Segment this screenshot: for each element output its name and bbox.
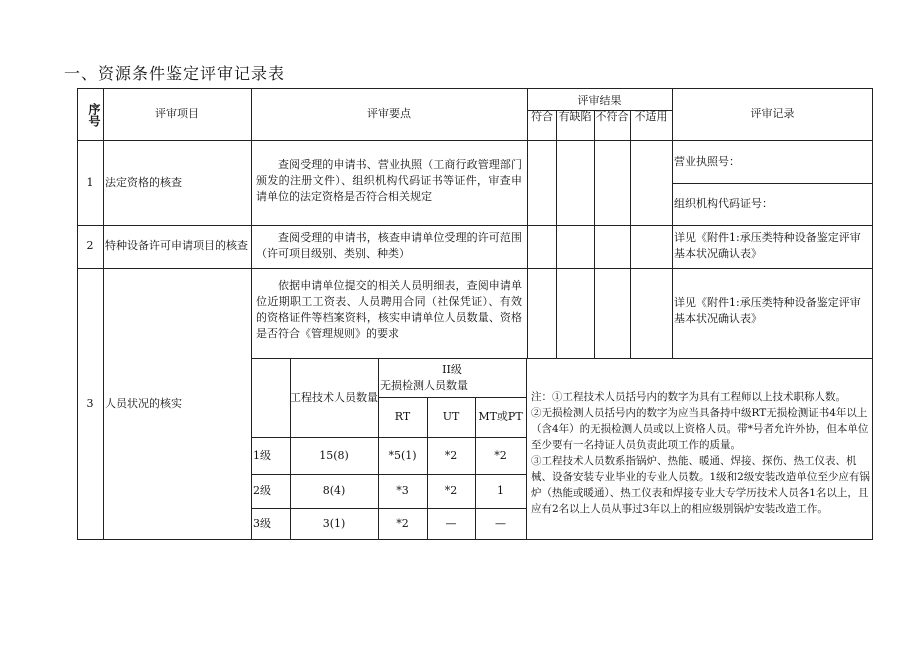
header-record: 评审记录: [750, 107, 795, 120]
note-2: ②无损检测人员括号内的数字为应当具备持中级RT无损检测证书4年以上（含4年）的无损检测人员或以上资格人员。带*号者允许外协，但本单位至少要有一名持证人员负责此项工作的质量。: [531, 407, 869, 451]
row1-no: 1: [86, 176, 94, 189]
header-seq: 序号: [87, 103, 101, 127]
header-result: 评审结果: [577, 94, 622, 107]
level-1-ut: *2: [444, 449, 458, 462]
row2-no: 2: [86, 239, 94, 252]
row2-points: 查阅受理的申请书，核查申请单位受理的许可范围（许可项目级别、类别、种类）: [256, 231, 522, 260]
level-1-eng: 15(8): [319, 449, 349, 462]
row1-points: 查阅受理的申请书、营业执照（工商行政管理部门颁发的注册文件）、组织机构代码证书等证件，审查申请单位的法定资格是否符合相关规定: [256, 158, 522, 203]
level-2-eng: 8(4): [322, 484, 346, 497]
subtable-ii-head: II级: [442, 363, 462, 376]
row3-points: 依据申请单位提交的相关人员明细表，查阅申请单位近期职工工资表、人员聘用合同（社保凭证）、有效的资格证件等档案资料，核实申请单位人员数量、资格是否符合《管理规则》的要求: [256, 279, 522, 340]
level-3-rt: *2: [396, 517, 409, 530]
row3-item: 人员状况的核实: [105, 397, 182, 410]
row2-record: 详见《附件1:承压类特种设备鉴定评审基本状况确认表》: [674, 231, 861, 260]
level-1-rt: *5(1): [388, 449, 417, 462]
level-2-label: 2级: [253, 484, 271, 497]
header-result-conform: 符合: [531, 110, 553, 123]
row3-record: 详见《附件1:承压类特种设备鉴定评审基本状况确认表》: [674, 296, 861, 325]
header-result-na: 不适用: [634, 110, 668, 123]
level-3-ut: —: [445, 517, 457, 530]
subtable-eng-head: 工程技术人员数量: [290, 391, 378, 404]
level-3-mtpt: —: [495, 517, 506, 530]
level-3-label: 3级: [253, 517, 271, 530]
header-result-nonconform: 不符合: [595, 110, 629, 123]
subtable-ndt-head: 无损检测人员数量: [380, 379, 468, 392]
row1-record-license: 营业执照号：: [674, 155, 740, 168]
row1-record-orgcode: 组织机构代码证号：: [674, 197, 773, 210]
row3-no: 3: [86, 397, 94, 410]
level-3-eng: 3(1): [322, 517, 346, 530]
note-1: 注：①工程技术人员括号内的数字为具有工程师以上技术职称人数。: [531, 391, 846, 403]
header-points: 评审要点: [367, 107, 411, 120]
row2-item: 特种设备许可申请项目的核查: [105, 239, 248, 252]
header-item: 评审项目: [155, 107, 199, 120]
header-result-defect: 有缺陷: [558, 110, 592, 123]
level-2-mtpt: 1: [497, 484, 504, 497]
level-2-ut: *2: [444, 484, 458, 497]
level-1-label: 1级: [253, 449, 271, 462]
level-2-rt: *3: [396, 484, 409, 497]
subtable-col-ut: UT: [442, 410, 460, 423]
subtable-col-rt: RT: [394, 410, 411, 423]
level-1-mtpt: *2: [494, 449, 507, 462]
notes-block: [531, 389, 870, 517]
subtable-col-mtpt: MT或PT: [478, 410, 523, 423]
page-title: 一、资源条件鉴定评审记录表: [64, 64, 286, 83]
note-3: ③工程技术人员数系指锅炉、热能、暖通、焊接、探伤、热工仪表、机械、设备安装专业毕业的专业人员数。1级和2级安装改造单位至少应有锅炉（热能或暖通）、热工仪表和焊接专业大专学历技术人员各1名以上，且应有2名以上人员从事过3年以上的相应级别锅炉安装改造工作。: [531, 455, 870, 515]
row1-item: 法定资格的核查: [105, 176, 182, 189]
review-record-table: [77, 88, 873, 540]
